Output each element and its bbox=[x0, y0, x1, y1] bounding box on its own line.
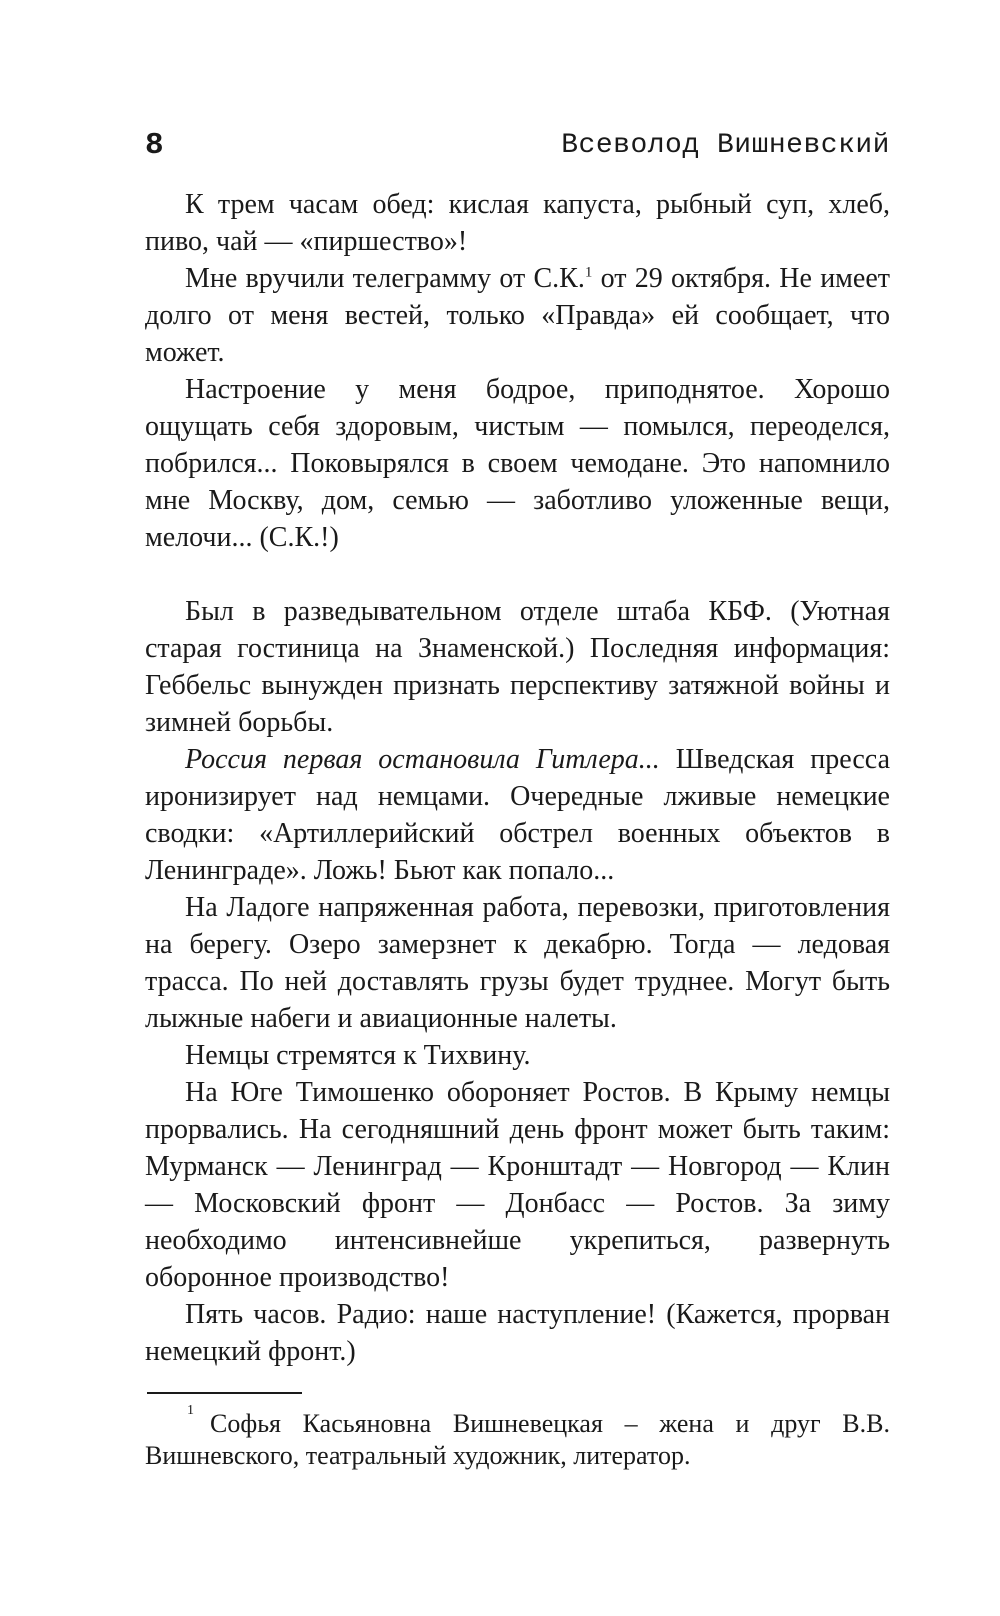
paragraph-9 bbox=[145, 1296, 890, 1370]
paragraph-2 bbox=[145, 260, 890, 371]
text-segment: Немцы стремятся к Тихвину. bbox=[185, 1040, 531, 1071]
text-segment: На Юге Тимошенко обороняет Ростов. В Крыму немцы прорвались. На сегодняшний день фронт может быть таким: Мурманск — Ленинград — Кронштадт — Новгород — Клин — Московский фронт — Донбасс — Ростов. За зиму необходимо интенсивнейше укрепиться, развернуть оборонное производство! bbox=[145, 1077, 890, 1293]
italic-segment: Россия первая остановила Гитлера... bbox=[185, 744, 660, 775]
paragraph-7 bbox=[145, 1037, 890, 1074]
text-segment: Был в разведывательном отделе штаба КБФ. (Уютная старая гостиница на Знаменской.) Последняя информация: Геббельс вынужден признать перспективу затяжной войны и зимней борьбы. bbox=[145, 596, 890, 738]
text-segment: Настроение у меня бодрое, приподнятое. Хорошо ощущать себя здоровым, чистым — помылся, переоделся, побрился... Поковырялся в своем чемодане. Это напомнило мне Москву, дом, семью — заботливо уложенные вещи, мелочи... (С.К.!) bbox=[145, 374, 890, 553]
footnote bbox=[145, 1392, 890, 1472]
paragraph-1 bbox=[145, 186, 890, 260]
footnote-text bbox=[145, 1403, 890, 1472]
text-segment: К трем часам обед: кислая капуста, рыбный суп, хлеб, пиво, чай — «пиршество»! bbox=[145, 189, 890, 257]
text-segment: На Ладоге напряженная работа, перевозки, приготовления на берегу. Озеро замерзнет к декабрю. Тогда — ледовая трасса. По ней доставлять грузы будет труднее. Могут быть лыжные набеги и авиационные налеты. bbox=[145, 892, 890, 1034]
footnote-rule bbox=[147, 1392, 302, 1394]
text-segment: от 29 октября. Не имеет долго от меня вестей, только «Правда» ей сообщает, что может. bbox=[145, 263, 890, 368]
paragraph-5 bbox=[145, 741, 890, 889]
paragraph-4 bbox=[145, 593, 890, 741]
text-segment: Пять часов. Радио: наше наступление! (Кажется, прорван немецкий фронт.) bbox=[145, 1299, 890, 1367]
text-segment: Мне вручили телеграмму от С.К. bbox=[185, 263, 585, 294]
paragraph-3 bbox=[145, 371, 890, 556]
page-number: 8 bbox=[145, 128, 164, 163]
footnote-reference: 1 bbox=[584, 264, 593, 281]
paragraph-8 bbox=[145, 1074, 890, 1296]
footnote-body-text: Софья Касьяновна Вишневецкая – жена и друг В.В. Вишневского, театральный художник, литератор. bbox=[145, 1409, 890, 1470]
footnote-marker: 1 bbox=[187, 1403, 194, 1419]
page-header bbox=[145, 130, 890, 162]
paragraph-6 bbox=[145, 889, 890, 1037]
running-title: Всеволод Вишневский bbox=[561, 130, 890, 161]
body-text bbox=[145, 186, 890, 1370]
text-segment: Шведская пресса иронизирует над немцами. Очередные лживые немецкие сводки: «Артиллерийский обстрел военных объектов в Ленинграде». Ложь! Бьют как попало... bbox=[145, 744, 890, 886]
